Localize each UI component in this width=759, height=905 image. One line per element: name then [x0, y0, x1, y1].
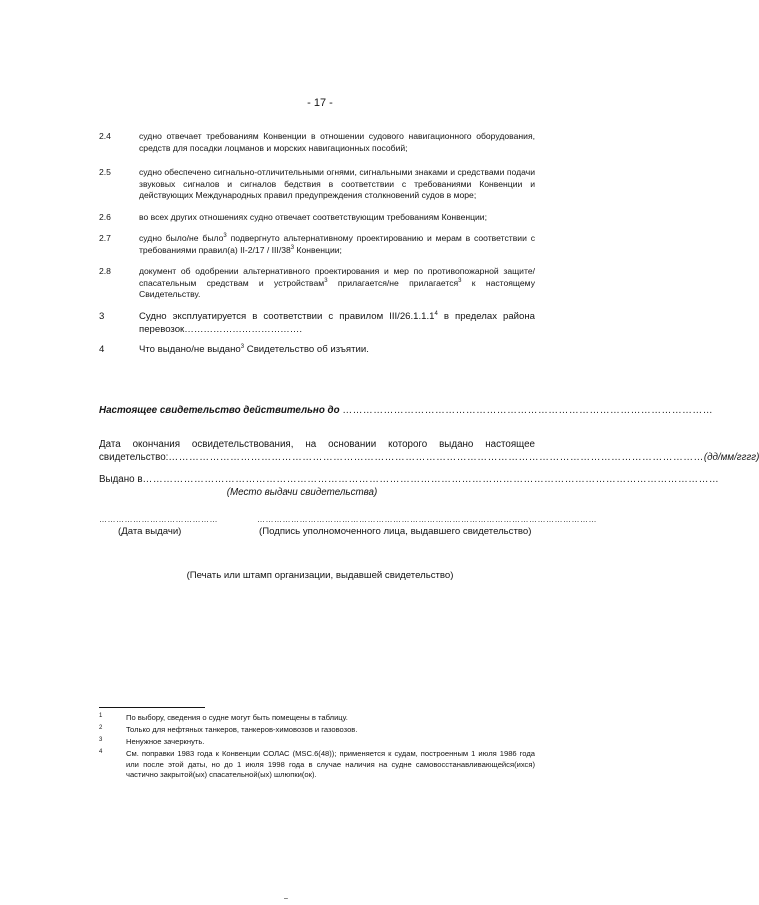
footnote-1	[99, 713, 535, 724]
issue-date-label: (Дата выдачи)	[118, 526, 182, 537]
item-text: во всех других отношениях судно отвечает соответствующим требованиям Конвенции;	[139, 212, 487, 222]
footnote-ref: 4	[434, 310, 438, 317]
stamp-caption: (Печать или штамп организации, выдавшей свидетельство)	[186, 570, 454, 581]
footnote-ref: 3	[290, 244, 295, 251]
survey-completion	[99, 439, 759, 464]
item-text: Судно эксплуатируется в соответствии с правилом III/26.1.1.1$^4$ в пределах района перевозок……………………………….	[139, 310, 536, 335]
footnote-number: 1	[99, 713, 103, 719]
footnote-ref: 3	[223, 233, 227, 240]
footnote-ref: 3	[324, 277, 328, 284]
item-2-8	[99, 266, 535, 301]
footnote-text: См. поправки 1983 года к Конвенции СОЛАС (MSC.6(48)); применяется к судам, построенным 1 июля 1986 года или после этой даты, но до 1 июля 1998 года в случае наличия на судне самовосстанавливающейся(ихся) частично закрытой(ых) спасательной(ых) шлюпки(ок).	[126, 749, 535, 779]
item-text: судно обеспечено сигнально-отличительными огнями, сигнальными знаками и средствами подачи звуковых сигналов и сигналов бедствия в соответствии с требованиями Конвенции и действующих Международных правил предупреждения столкновений судов в море;	[139, 167, 535, 200]
item-number: 2.5	[99, 167, 111, 177]
footnote-text: Ненужное зачеркнуть.	[126, 737, 205, 746]
survey-date-field[interactable]: …………………………………………………………………………………………………………………………………………	[168, 451, 704, 463]
validity-line	[99, 405, 713, 416]
item-number: 4	[99, 344, 105, 355]
footnote-ref: 3	[240, 343, 245, 350]
signature-field[interactable]: …………………………………………………………………………………………………………	[257, 515, 597, 524]
item-number: 2.4	[99, 131, 111, 141]
item-4	[99, 344, 535, 357]
item-text: Что выдано/не выдано$^3$ Свидетельство об изъятии.	[139, 343, 369, 355]
validity-date-field[interactable]: ………………………………………………………………………………………………	[342, 405, 713, 416]
item-2-6	[99, 212, 535, 224]
bottom-mark: –	[284, 895, 288, 902]
issue-date-field[interactable]: ……………………………………	[99, 515, 218, 524]
item-number: 3	[99, 311, 105, 322]
item-number: 2.8	[99, 266, 111, 276]
survey-label-cont: свидетельство:	[99, 451, 169, 463]
footnote-text: По выбору, сведения о судне могут быть помещены в таблицу.	[126, 713, 348, 722]
footnote-number: 2	[99, 725, 103, 731]
issued-at-label: Выдано в	[99, 474, 143, 485]
issued-at-field[interactable]: ……………………………………………………………………………………………………………………………………………………	[142, 474, 720, 485]
footnote-ref: 3	[458, 277, 462, 284]
signature-label: (Подпись уполномоченного лица, выдавшего свидетельство)	[259, 526, 532, 537]
item-2-4	[99, 131, 535, 154]
item-2-7	[99, 233, 535, 256]
issued-at	[99, 474, 720, 498]
footnote-number: 4	[99, 749, 103, 755]
item-text: судно отвечает требованиям Конвенции в отношении судового навигационного оборудования, средств для посадки лоцманов и морских навигационных пособий;	[139, 131, 535, 153]
date-format-hint: (дд/мм/гггг)	[703, 451, 759, 463]
footnote-4	[99, 749, 535, 781]
item-text: документ об одобрении альтернативного проектирования и мер по противопожарной защите/спасательным средствам и устройствам$^3$ прилагается/не прилагается$^3$ к настоящему Свидетельству.	[139, 266, 535, 299]
validity-label: Настоящее свидетельство действительно до	[99, 405, 340, 416]
issued-at-caption: (Место выдачи свидетельства)	[226, 487, 378, 498]
item-number: 2.6	[99, 212, 111, 222]
footnote-divider	[99, 707, 205, 708]
item-text: судно было/не было$^3$ подвергнуто альтернативному проектированию и мерам в соответствии с требованиями правил(а) II-2/17 / III/$38^3$ Конвенции;	[139, 233, 536, 255]
footnote-number: 3	[99, 737, 103, 743]
item-number: 2.7	[99, 233, 111, 243]
item-2-5	[99, 167, 535, 202]
survey-label: Дата окончания освидетельствования, на основании которого выдано настоящее	[99, 439, 535, 450]
footnote-2	[99, 725, 535, 736]
page-number: - 17 -	[307, 97, 333, 109]
footnote-3	[99, 737, 535, 748]
footnote-text: Только для нефтяных танкеров, танкеров-химовозов и газовозов.	[126, 725, 358, 734]
item-3	[99, 311, 535, 336]
